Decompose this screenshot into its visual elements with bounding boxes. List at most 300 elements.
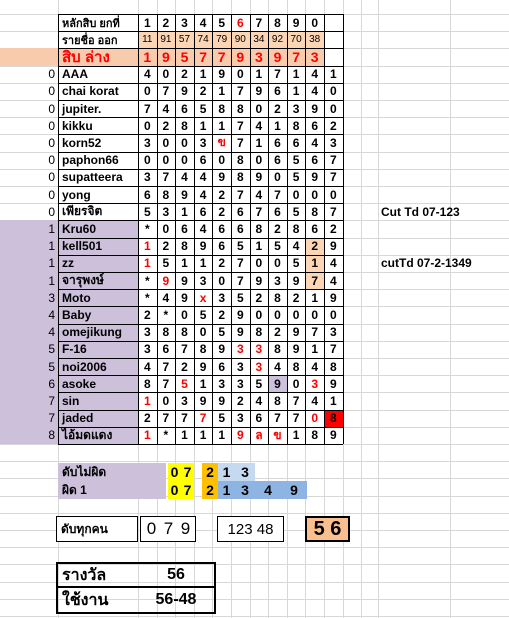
player-pick: 9 <box>311 101 319 116</box>
player-pick: 0 <box>143 84 151 99</box>
header-round-3: 3 <box>181 15 188 30</box>
player-pick: 4 <box>329 273 337 288</box>
no-miss-digit: 0 <box>168 463 181 481</box>
no-miss-digit: 2 <box>202 463 218 481</box>
player-index: 4 <box>0 306 58 323</box>
header-lower-tens-3: 5 <box>175 48 194 65</box>
player-pick: 2 <box>274 101 281 116</box>
table-border <box>58 14 343 15</box>
player-pick: 0 <box>143 118 151 133</box>
player-pick: 5 <box>143 204 151 219</box>
table-border <box>58 186 343 187</box>
table-border <box>157 14 158 444</box>
player-pick: 5 <box>236 290 244 305</box>
table-border <box>58 220 343 221</box>
header-lower-tens-9: 7 <box>287 48 306 65</box>
player-pick: x <box>199 290 207 305</box>
player-pick: * <box>138 272 157 289</box>
player-name: zz <box>58 255 138 272</box>
player-pick: * <box>163 428 169 443</box>
player-pick: 4 <box>199 170 207 185</box>
table-border <box>58 238 343 239</box>
player-pick: 0 <box>181 307 188 322</box>
header-round-6: 6 <box>236 15 244 30</box>
player-pick: 0 <box>255 256 263 271</box>
player-pick: 8 <box>311 428 319 443</box>
player-pick: 9 <box>329 428 337 443</box>
player-pick: 7 <box>292 411 300 426</box>
player-pick: 0 <box>218 153 226 168</box>
player-pick: 0 <box>311 187 319 202</box>
header-draw-5: 79 <box>212 31 231 48</box>
header-draw-7: 34 <box>250 31 269 48</box>
player-pick: 9 <box>199 239 207 254</box>
table-border <box>58 272 343 273</box>
header-round-7: 7 <box>255 15 263 30</box>
player-pick: 7 <box>236 256 244 271</box>
player-pick: 8 <box>162 187 170 202</box>
player-index: 0 <box>48 118 55 133</box>
player-pick: 9 <box>199 359 207 374</box>
player-pick: 1 <box>292 67 300 82</box>
player-pick: 4 <box>292 239 300 254</box>
player-pick: 0 <box>199 325 207 340</box>
player-pick: 0 <box>274 256 281 271</box>
player-pick: 3 <box>236 376 244 391</box>
player-pick: 7 <box>329 153 337 168</box>
player-pick: 4 <box>311 84 319 99</box>
table-border <box>58 14 59 444</box>
player-pick: 7 <box>305 272 324 289</box>
miss-one-digit: 0 <box>168 481 181 499</box>
player-pick: 8 <box>138 375 157 392</box>
player-pick: 3 <box>218 376 226 391</box>
player-pick: 1 <box>274 118 281 133</box>
player-pick: 2 <box>274 221 281 236</box>
player-pick: 4 <box>199 221 207 236</box>
table-border <box>58 358 343 359</box>
player-pick: 6 <box>255 411 263 426</box>
player-name: asoke <box>58 375 138 392</box>
player-pick: 8 <box>292 118 300 133</box>
player-pick: 6 <box>181 221 188 236</box>
player-pick: 3 <box>255 359 263 374</box>
player-pick: 9 <box>162 273 170 288</box>
table-border <box>58 306 343 307</box>
player-pick: 4 <box>311 67 319 82</box>
player-name: paphon66 <box>62 153 119 168</box>
player-pick: 2 <box>218 307 226 322</box>
player-name: F-16 <box>58 341 138 358</box>
player-pick: 8 <box>292 359 300 374</box>
player-pick: 8 <box>181 239 188 254</box>
player-name: kell501 <box>58 238 138 255</box>
player-pick: 7 <box>329 342 337 357</box>
player-pick: 0 <box>162 393 170 408</box>
player-pick: 4 <box>181 170 188 185</box>
player-pick: 6 <box>218 359 226 374</box>
player-name: Kru60 <box>58 220 138 237</box>
player-pick: 9 <box>255 273 263 288</box>
header-row3-spacer <box>0 48 58 65</box>
player-pick: 1 <box>329 67 337 82</box>
player-pick: 3 <box>255 342 263 357</box>
player-pick: 9 <box>181 290 188 305</box>
player-index: 0 <box>48 101 55 116</box>
player-pick: 1 <box>218 84 226 99</box>
player-pick: 0 <box>274 170 281 185</box>
table-border <box>58 410 343 411</box>
player-pick: 1 <box>324 392 343 409</box>
player-pick: 8 <box>199 342 207 357</box>
player-name: korn52 <box>62 135 102 150</box>
table-border <box>58 289 343 290</box>
gridline <box>361 0 362 618</box>
player-pick: 1 <box>199 376 207 391</box>
player-pick: 0 <box>255 307 263 322</box>
player-pick: 3 <box>162 204 170 219</box>
no-miss-label: ดับไม่ผิด <box>58 463 166 481</box>
player-pick: 2 <box>274 325 281 340</box>
table-border <box>58 66 343 67</box>
table-border <box>212 14 213 444</box>
player-pick: 1 <box>255 135 263 150</box>
player-pick: 6 <box>311 221 319 236</box>
player-pick: 6 <box>199 153 207 168</box>
player-pick: 7 <box>236 84 244 99</box>
gridline <box>0 616 509 617</box>
player-pick: 6 <box>162 342 170 357</box>
miss-one-digit: 4 <box>255 481 281 499</box>
player-pick: ข <box>273 427 282 442</box>
player-pick: 2 <box>329 221 337 236</box>
player-index: 5 <box>0 341 58 358</box>
player-pick: 6 <box>143 187 151 202</box>
header-lower-tens-4: 7 <box>194 48 213 65</box>
player-pick: 7 <box>255 204 263 219</box>
player-pick: 0 <box>236 67 244 82</box>
all-players-group2: 123 48 <box>217 516 284 542</box>
player-pick: 9 <box>292 325 300 340</box>
usage-value: 56-48 <box>138 588 216 614</box>
header-draw-6: 90 <box>231 31 250 48</box>
player-pick: 7 <box>236 118 244 133</box>
player-pick: 1 <box>181 256 188 271</box>
player-pick: 8 <box>311 204 319 219</box>
player-pick: 4 <box>311 393 319 408</box>
gridline <box>0 547 509 548</box>
player-pick: 9 <box>268 375 287 392</box>
player-pick: 6 <box>311 118 319 133</box>
player-pick: 0 <box>255 153 263 168</box>
player-pick: 7 <box>236 273 244 288</box>
player-pick: 4 <box>255 187 263 202</box>
player-pick: 9 <box>236 325 244 340</box>
player-pick: 9 <box>199 393 207 408</box>
player-pick: 0 <box>292 376 300 391</box>
player-pick: 6 <box>311 153 319 168</box>
table-border <box>58 169 343 170</box>
header-draw-10: 38 <box>305 31 324 48</box>
no-miss-digit: 1 <box>218 463 235 481</box>
player-pick: 2 <box>218 256 226 271</box>
player-name: yong <box>62 187 91 202</box>
header-round-8: 8 <box>274 15 281 30</box>
player-pick: 3 <box>329 135 337 150</box>
player-pick: 4 <box>329 256 337 271</box>
player-pick: 3 <box>274 273 281 288</box>
player-pick: 7 <box>274 67 281 82</box>
player-pick: 9 <box>218 170 226 185</box>
prize-label: รางวัล <box>56 562 138 588</box>
player-pick: 9 <box>255 84 263 99</box>
player-pick: 7 <box>162 376 170 391</box>
player-pick: 1 <box>199 118 207 133</box>
header-lower-tens-8: 9 <box>268 48 287 65</box>
player-pick: 7 <box>311 325 319 340</box>
player-pick: 8 <box>181 118 188 133</box>
table-border <box>58 255 343 256</box>
player-pick: 7 <box>292 393 300 408</box>
player-index: 0 <box>48 67 55 82</box>
player-pick: 0 <box>311 411 319 426</box>
no-miss-digit <box>194 463 202 481</box>
player-pick: 8 <box>255 221 263 236</box>
player-name: Baby <box>58 306 138 323</box>
table-border <box>58 392 343 393</box>
gridline <box>378 0 379 618</box>
player-pick: 9 <box>181 84 188 99</box>
player-pick: 7 <box>162 411 170 426</box>
player-index: 7 <box>0 392 58 409</box>
player-pick: 8 <box>274 342 281 357</box>
header-round-4: 4 <box>199 15 207 30</box>
player-pick: 7 <box>199 411 207 426</box>
table-border <box>58 48 343 49</box>
player-pick: 0 <box>255 101 263 116</box>
player-pick: 6 <box>199 204 207 219</box>
player-pick: 2 <box>305 238 324 255</box>
player-pick: 0 <box>218 273 226 288</box>
player-pick: 6 <box>274 84 281 99</box>
player-index: 0 <box>48 187 55 202</box>
player-pick: 6 <box>218 239 226 254</box>
header-round-2: 2 <box>162 15 170 30</box>
no-miss-digit: 3 <box>235 463 255 481</box>
player-pick: 0 <box>329 187 337 202</box>
player-pick: 1 <box>181 428 188 443</box>
prize-value: 56 <box>138 562 216 588</box>
player-pick: 2 <box>181 359 188 374</box>
player-pick: 9 <box>181 187 188 202</box>
player-name: AAA <box>62 67 88 82</box>
table-border <box>324 14 325 444</box>
player-index: 4 <box>0 324 58 341</box>
player-index: 1 <box>0 238 58 255</box>
player-pick: 0 <box>292 187 300 202</box>
player-pick: 3 <box>329 325 337 340</box>
header-draw-9: 70 <box>287 31 306 48</box>
player-pick: 4 <box>255 393 263 408</box>
player-pick: 3 <box>138 341 157 358</box>
player-pick: 9 <box>181 273 188 288</box>
player-pick: 6 <box>181 101 188 116</box>
player-pick: 0 <box>162 135 170 150</box>
table-border <box>343 14 344 444</box>
header-round-10: 0 <box>311 15 319 30</box>
player-pick: 4 <box>199 187 207 202</box>
table-border <box>194 14 195 444</box>
player-pick: 6 <box>218 221 226 236</box>
player-pick: 8 <box>236 153 244 168</box>
player-pick: 6 <box>236 221 244 236</box>
player-pick: 3 <box>311 376 319 391</box>
table-border <box>58 152 343 153</box>
player-pick: 1 <box>138 427 157 444</box>
player-pick: 0 <box>143 153 151 168</box>
player-pick: 5 <box>274 239 281 254</box>
player-index: 1 <box>0 255 58 272</box>
table-border <box>138 14 139 444</box>
player-pick: 0 <box>162 153 170 168</box>
miss-one-digit <box>194 481 202 499</box>
player-pick: 9 <box>236 428 244 443</box>
player-pick: 3 <box>292 101 300 116</box>
player-pick: 8 <box>274 290 281 305</box>
no-miss-digit: 7 <box>181 463 194 481</box>
player-pick: ล <box>255 427 263 442</box>
table-border <box>287 14 288 444</box>
player-pick: 7 <box>236 187 244 202</box>
header-round-5: 5 <box>218 15 226 30</box>
player-pick: 2 <box>236 393 244 408</box>
player-pick: 4 <box>162 290 170 305</box>
player-pick: 8 <box>329 359 337 374</box>
player-pick: 9 <box>218 393 226 408</box>
player-name: chai korat <box>62 84 119 99</box>
player-pick: 0 <box>162 67 170 82</box>
table-border <box>250 14 251 444</box>
gridline <box>0 513 509 514</box>
player-pick: 5 <box>199 101 207 116</box>
player-pick: 5 <box>181 376 188 391</box>
player-pick: 5 <box>292 256 300 271</box>
player-pick: 3 <box>138 324 157 341</box>
player-pick: 4 <box>162 101 170 116</box>
player-pick: 2 <box>138 410 157 427</box>
player-pick: 0 <box>181 135 188 150</box>
player-pick: 1 <box>199 428 207 443</box>
player-pick: 4 <box>311 135 319 150</box>
player-note: cutTd 07-2-1349 <box>381 256 472 271</box>
player-index: 1 <box>0 272 58 289</box>
table-border <box>268 14 269 444</box>
header-lower-tens-6: 9 <box>231 48 250 65</box>
table-border <box>58 324 343 325</box>
player-pick: 4 <box>138 358 157 375</box>
player-pick: 9 <box>218 342 226 357</box>
player-pick: 1 <box>181 204 188 219</box>
table-border <box>175 14 176 444</box>
player-pick: 2 <box>218 204 226 219</box>
miss-one-digit: 1 <box>218 481 235 499</box>
miss-one-digit: 3 <box>235 481 255 499</box>
table-border <box>58 100 343 101</box>
player-pick: 2 <box>199 84 207 99</box>
player-pick: 1 <box>292 84 300 99</box>
player-pick: 7 <box>181 411 188 426</box>
player-pick: 2 <box>329 118 337 133</box>
player-name: jupiter. <box>62 101 102 116</box>
header-draw-4: 74 <box>194 31 213 48</box>
player-pick: 7 <box>143 101 151 116</box>
player-pick: 9 <box>218 67 226 82</box>
player-pick: 5 <box>255 376 263 391</box>
header-draw-8: 92 <box>268 31 287 48</box>
player-pick: 5 <box>292 204 300 219</box>
player-name: kikku <box>62 118 93 133</box>
player-name: Moto <box>58 289 138 306</box>
player-pick: 8 <box>218 101 226 116</box>
player-pick: 7 <box>329 204 337 219</box>
player-index: 0 <box>48 204 55 219</box>
player-pick: 9 <box>292 342 300 357</box>
table-border <box>231 14 232 444</box>
player-pick: * <box>163 307 169 322</box>
player-pick: 3 <box>143 135 151 150</box>
player-pick: 1 <box>292 428 300 443</box>
header-lower-tens-2: 9 <box>157 48 176 65</box>
player-pick: 1 <box>305 255 324 272</box>
player-pick: 4 <box>274 359 281 374</box>
player-pick: 4 <box>255 118 263 133</box>
player-pick: 2 <box>292 290 300 305</box>
no-miss-digit <box>255 463 281 481</box>
player-pick: 2 <box>181 67 188 82</box>
all-players-label: ดับทุกคน <box>56 516 138 542</box>
player-pick: 2 <box>162 118 170 133</box>
miss-one-label: ผิด 1 <box>58 481 166 499</box>
player-pick: 6 <box>274 135 281 150</box>
table-border <box>58 83 343 84</box>
player-pick: 7 <box>236 135 244 150</box>
player-name: omejikung <box>58 324 138 341</box>
player-pick: 8 <box>162 325 170 340</box>
table-border <box>58 375 343 376</box>
player-pick: 0 <box>292 307 300 322</box>
player-pick: 7 <box>162 170 170 185</box>
player-pick: 4 <box>143 67 151 82</box>
player-pick: 9 <box>292 273 300 288</box>
player-pick: 3 <box>218 290 226 305</box>
player-pick: 1 <box>199 256 207 271</box>
player-pick: 8 <box>236 101 244 116</box>
header-label-lower-tens: สิบ ล่าง <box>58 48 138 65</box>
player-pick: 1 <box>255 67 263 82</box>
player-pick: 7 <box>274 411 281 426</box>
player-pick: 1 <box>138 392 157 409</box>
player-name: noi2006 <box>58 358 138 375</box>
header-lower-tens-1: 1 <box>138 48 157 65</box>
usage-label: ใช้งาน <box>56 588 138 614</box>
player-pick: 3 <box>181 393 188 408</box>
player-pick: 1 <box>311 342 319 357</box>
player-pick: 2 <box>138 306 157 323</box>
player-pick: 3 <box>236 359 244 374</box>
player-pick: 9 <box>311 170 319 185</box>
player-pick: 6 <box>274 153 281 168</box>
header-draw-3: 57 <box>175 31 194 48</box>
